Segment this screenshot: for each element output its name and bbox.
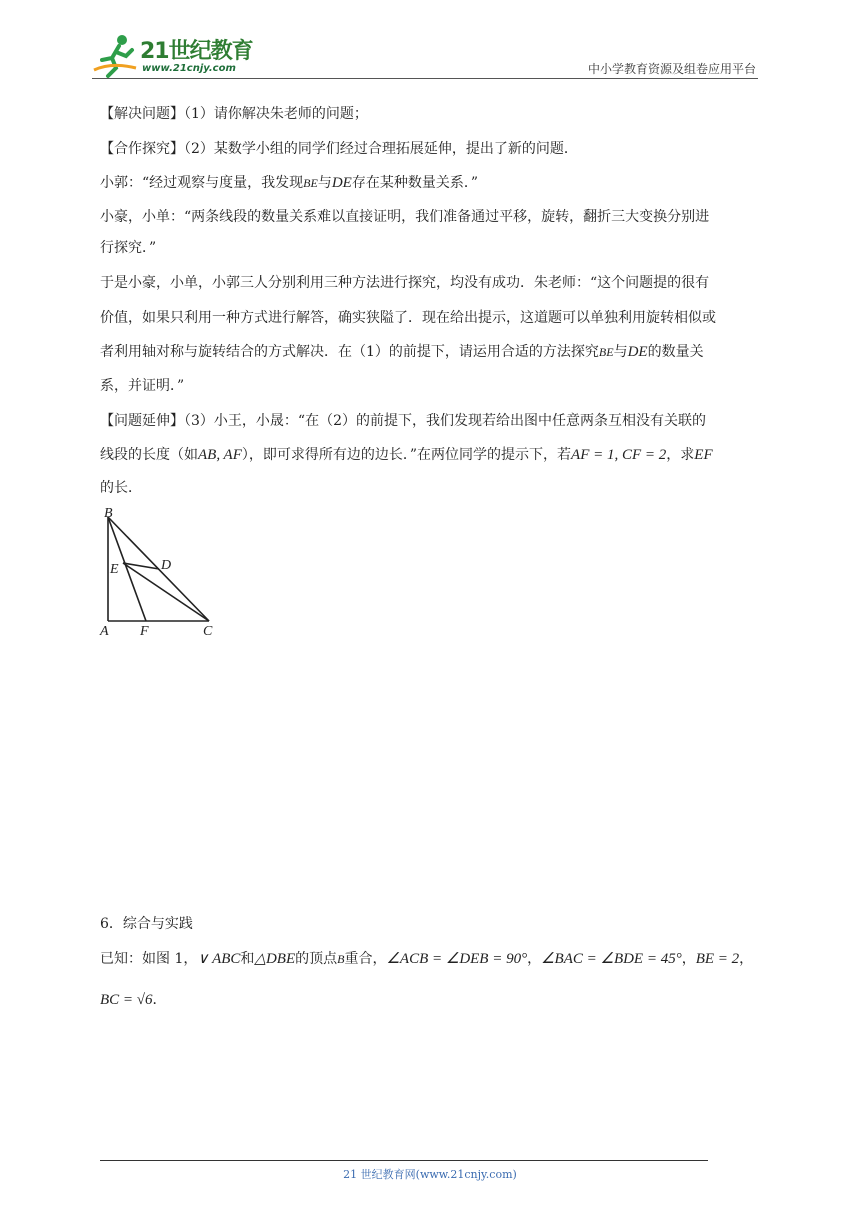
math-angles-45: ∠BAC = ∠BDE = 45° (541, 951, 682, 967)
triangle-figure (96, 503, 226, 643)
text-line-12: 的长． (100, 480, 142, 496)
page-footer: 21 世纪教育网(www.21cnjy.com) (343, 1168, 517, 1181)
text-segment: 存在某种数量关系．” (351, 175, 479, 191)
text-segment: ，求 (666, 447, 695, 463)
math-bc: BC = √6 (100, 992, 153, 1008)
text-segment: 者利用轴对称与旋转结合的方式解决．在（1）的前提下，请运用合适的方法探究 (100, 344, 599, 360)
text-line-2: 【合作探究】（2）某数学小组的同学们经过合理拓展延伸，提出了新的问题． (100, 141, 578, 157)
math-given: AF = 1, CF = 2 (571, 447, 667, 463)
math-be-2: BE = 2 (695, 951, 740, 967)
math-de: DE (331, 175, 352, 191)
text-line-8 (100, 342, 760, 362)
text-segment: ， (681, 951, 696, 967)
math-be: BE (303, 176, 318, 190)
math-de: DE (627, 344, 648, 360)
text-segment: ． (152, 992, 167, 1008)
text-line-11 (100, 445, 760, 465)
math-tri-dbe: △DBE (254, 951, 296, 967)
label-b: B (104, 506, 113, 521)
math-ab-af: AB, AF (198, 447, 242, 463)
math-angles-90: ∠ACB = ∠DEB = 90° (386, 951, 528, 967)
text-segment: ），即可求得所有边的边长．”在两位同学的提示下，若 (241, 447, 572, 463)
logo-text: 21世纪教育 (140, 39, 253, 64)
text-line-4: 小豪，小单：“两条线段的数量关系难以直接证明，我们准备通过平移，旋转，翻折三大变换分别进 (100, 209, 710, 225)
logo-url: www.21cnjy.com (142, 63, 236, 74)
text-line-5: 行探究．” (100, 240, 157, 256)
page-header (92, 32, 758, 78)
problem-6-line-1 (100, 949, 760, 969)
text-segment: ， (527, 951, 542, 967)
text-line-6: 于是小豪，小单，小郭三人分别利用三种方法进行探究，均没有成功．朱老师：“这个问题提的很有 (100, 275, 710, 291)
text-segment: 线段的长度（如 (100, 447, 198, 463)
label-c: C (203, 624, 213, 639)
text-line-9: 系，并证明．” (100, 378, 185, 394)
math-ef: EF (694, 447, 713, 463)
text-line-3 (100, 173, 760, 193)
text-segment: ， (739, 951, 754, 967)
label-e: E (110, 562, 119, 577)
text-segment: 小郭：“经过观察与度量，我发现 (100, 175, 304, 191)
platform-name: 中小学教育资源及组卷应用平台 (587, 62, 756, 76)
problem-6-line-2 (100, 990, 760, 1010)
text-segment: 与 (317, 175, 332, 191)
math-b: B (337, 952, 345, 966)
problem-6-title: 6．综合与实践 (100, 916, 193, 932)
site-logo (92, 32, 262, 78)
label-d: D (161, 558, 172, 573)
label-a: A (100, 624, 109, 639)
text-line-7: 价值，如果只利用一种方式进行解答，确实狭隘了．现在给出提示，这道题可以单独利用旋转相似或 (100, 310, 716, 326)
text-line-1: 【解决问题】（1）请你解决朱老师的问题； (100, 106, 368, 122)
math-be: BE (598, 345, 614, 359)
text-segment: 的数量关 (647, 344, 704, 360)
footer-divider (100, 1160, 708, 1161)
text-segment: 的顶点 (295, 951, 338, 967)
text-segment: 重合， (344, 951, 387, 967)
text-segment: 与 (613, 344, 628, 360)
text-segment: 和 (240, 951, 255, 967)
text-segment: 已知：如图 1， (100, 951, 198, 967)
header-divider (92, 78, 758, 79)
math-tri-abc: ∨ ABC (197, 951, 241, 967)
runner-logo-icon (92, 32, 140, 78)
label-f: F (140, 624, 149, 639)
text-line-10: 【问题延伸】（3）小王，小晟：“在（2）的前提下，我们发现若给出图中任意两条互相没有关联的 (100, 413, 706, 429)
